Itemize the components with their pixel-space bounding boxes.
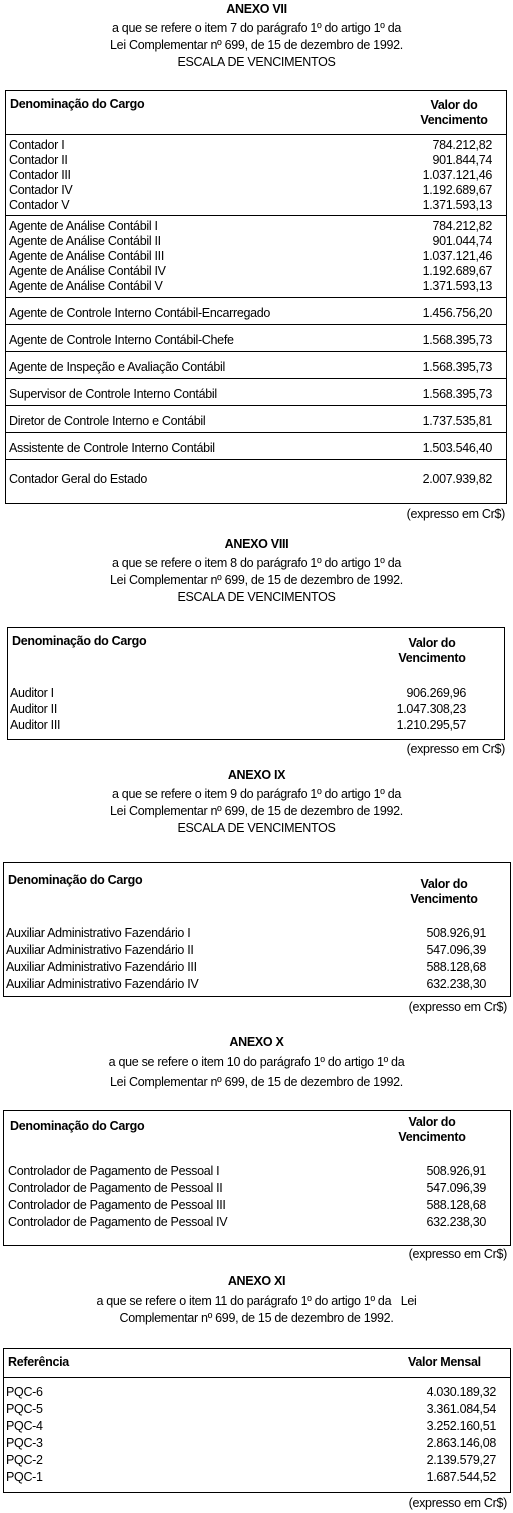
anexo-viii-section: [0, 537, 513, 605]
column-header-valor-line1: Valor do: [408, 636, 456, 650]
cargo-value: 2.139.579,27: [426, 1453, 496, 1467]
cargo-name: Auxiliar Administrativo Fazendário III: [6, 960, 197, 974]
table-row: [4, 1214, 510, 1231]
anexo-ix-line2: Lei Complementar nº 699, de 15 de dezembro de 1992.: [110, 804, 403, 818]
table-row: [6, 198, 506, 213]
anexo-viii-note: (expresso em Cr$): [406, 742, 505, 756]
cargo-value: 1.371.593,13: [422, 198, 492, 212]
cargo-name: Supervisor de Controle Interno Contábil: [9, 387, 217, 401]
table-row: [6, 138, 506, 153]
cargo-value: 588.128,68: [426, 960, 486, 974]
table-row: [6, 387, 506, 402]
column-header-referencia: Referência: [8, 1355, 69, 1369]
anexo-x-table: [3, 1110, 511, 1246]
table-row: [4, 976, 510, 993]
cargo-name: Auxiliar Administrativo Fazendário II: [6, 943, 194, 957]
column-header-valor-line1: Valor do: [430, 98, 478, 112]
cargo-name: Auditor I: [10, 686, 54, 700]
column-header-valor: [382, 636, 482, 666]
cargo-value: 1.568.395,73: [422, 333, 492, 347]
cargo-name: Agente de Análise Contábil III: [9, 249, 165, 263]
cargo-value: 1.737.535,81: [422, 414, 492, 428]
cargo-value: 547.096,39: [426, 1181, 486, 1195]
table-row: [4, 1452, 510, 1469]
anexo-vii-title: ANEXO VII: [226, 2, 287, 16]
anexo-vii-table: [5, 90, 507, 504]
cargo-value: 3.361.084,54: [426, 1402, 496, 1416]
cargo-name: Assistente de Controle Interno Contábil: [9, 441, 215, 455]
cargo-name: PQC-6: [6, 1385, 43, 1399]
row-group: [6, 460, 506, 490]
cargo-name: Contador III: [9, 168, 71, 182]
cargo-name: Diretor de Controle Interno e Contábil: [9, 414, 206, 428]
cargo-value: 1.192.689,67: [422, 264, 492, 278]
table-row: [6, 183, 506, 198]
table-row: [6, 264, 506, 279]
cargo-value: 2.863.146,08: [426, 1436, 496, 1450]
table-row: [6, 306, 506, 321]
cargo-value: 1.456.756,20: [422, 306, 492, 320]
cargo-name: PQC-2: [6, 1453, 43, 1467]
cargo-name: Agente de Análise Contábil I: [9, 219, 158, 233]
table-row: [6, 219, 506, 234]
table-row: [6, 472, 506, 487]
table-row: [8, 701, 504, 717]
table-row: [6, 234, 506, 249]
anexo-xi-table-body: [4, 1384, 510, 1486]
column-header-cargo: Denominação do Cargo: [10, 1119, 145, 1133]
anexo-ix-section: [0, 768, 513, 836]
cargo-name: Controlador de Pagamento de Pessoal III: [8, 1198, 226, 1212]
cargo-value: 901.044,74: [432, 234, 492, 248]
anexo-vii-table-body: [6, 135, 506, 490]
anexo-viii-table-header: [8, 628, 504, 676]
cargo-name: Controlador de Pagamento de Pessoal II: [8, 1181, 223, 1195]
anexo-ix-table-body: [4, 925, 510, 993]
column-header-cargo: Denominação do Cargo: [10, 97, 145, 111]
row-group: [6, 216, 506, 298]
cargo-name: Auditor II: [10, 702, 58, 716]
anexo-x-header: [0, 1035, 513, 1090]
row-group: [6, 379, 506, 406]
cargo-name: PQC-1: [6, 1470, 43, 1484]
cargo-name: Agente de Análise Contábil V: [9, 279, 163, 293]
cargo-name: Auxiliar Administrativo Fazendário IV: [6, 977, 199, 991]
anexo-x-section: [0, 1035, 513, 1090]
table-row: [4, 959, 510, 976]
anexo-xi-table-header: [4, 1349, 510, 1378]
anexo-vii-section: [0, 0, 513, 70]
anexo-vii-line3: ESCALA DE VENCIMENTOS: [177, 55, 336, 69]
row-group: [6, 433, 506, 460]
cargo-name: PQC-5: [6, 1402, 43, 1416]
column-header-valor-line2: Vencimento: [420, 113, 488, 127]
cargo-value: 1.037.121,46: [422, 168, 492, 182]
cargo-value: 508.926,91: [426, 1164, 486, 1178]
anexo-x-title: ANEXO X: [229, 1035, 284, 1049]
table-row: [4, 1401, 510, 1418]
table-row: [4, 1180, 510, 1197]
anexo-viii-line2: Lei Complementar nº 699, de 15 de dezembro de 1992.: [110, 573, 403, 587]
anexo-viii-table-body: [8, 685, 504, 733]
table-row: [6, 279, 506, 294]
cargo-name: Contador II: [9, 153, 68, 167]
anexo-x-table-header: [4, 1111, 510, 1159]
anexo-xi-table: [3, 1348, 511, 1493]
cargo-name: Contador V: [9, 198, 70, 212]
cargo-value: 784.212,82: [432, 138, 492, 152]
cargo-name: Agente de Análise Contábil II: [9, 234, 161, 248]
anexo-vii-header: [0, 0, 513, 70]
anexo-ix-title: ANEXO IX: [227, 768, 286, 782]
cargo-name: Agente de Controle Interno Contábil-Chefe: [9, 333, 234, 347]
table-row: [6, 153, 506, 168]
cargo-value: 632.238,30: [426, 977, 486, 991]
cargo-name: Auditor III: [10, 718, 61, 732]
anexo-xi-line1: a que se refere o item 11 do parágrafo 1º do artigo 1º da Lei: [96, 1294, 417, 1308]
cargo-value: 1.047.308,23: [396, 702, 466, 716]
table-row: [4, 925, 510, 942]
cargo-value: 1.503.546,40: [422, 441, 492, 455]
table-row: [6, 249, 506, 264]
anexo-x-table-body: [4, 1163, 510, 1231]
anexo-ix-table: [3, 862, 511, 997]
cargo-name: PQC-4: [6, 1419, 43, 1433]
column-header-valor-line1: Valor do: [420, 877, 468, 891]
cargo-name: Agente de Controle Interno Contábil-Encarregado: [9, 306, 271, 320]
table-row: [8, 717, 504, 733]
anexo-ix-note: (expresso em Cr$): [408, 1000, 507, 1014]
column-header-valor-line1: Valor do: [408, 1115, 456, 1129]
table-row: [4, 1418, 510, 1435]
cargo-name: Contador I: [9, 138, 65, 152]
table-row: [4, 942, 510, 959]
column-header-valor-mensal: Valor Mensal: [408, 1355, 481, 1369]
anexo-viii-line1: a que se refere o item 8 do parágrafo 1º do artigo 1º da: [111, 556, 402, 570]
cargo-name: Agente de Análise Contábil IV: [9, 264, 166, 278]
anexo-ix-table-header: [4, 863, 510, 923]
cargo-value: 4.030.189,32: [426, 1385, 496, 1399]
row-group: [6, 325, 506, 352]
cargo-value: 1.568.395,73: [422, 387, 492, 401]
cargo-value: 3.252.160,51: [426, 1419, 496, 1433]
cargo-value: 1.037.121,46: [422, 249, 492, 263]
anexo-viii-title: ANEXO VIII: [224, 537, 289, 551]
column-header-valor: [404, 98, 504, 128]
anexo-xi-section: [0, 1274, 513, 1326]
cargo-value: 547.096,39: [426, 943, 486, 957]
cargo-value: 901.844,74: [432, 153, 492, 167]
anexo-vii-line1: a que se refere o item 7 do parágrafo 1º do artigo 1º da: [111, 21, 402, 35]
cargo-value: 1.192.689,67: [422, 183, 492, 197]
cargo-value: 784.212,82: [432, 219, 492, 233]
cargo-name: Contador IV: [9, 183, 73, 197]
table-row: [6, 414, 506, 429]
anexo-viii-header: [0, 537, 513, 605]
column-header-valor-line2: Vencimento: [398, 1130, 466, 1144]
anexo-vii-note: (expresso em Cr$): [406, 507, 505, 521]
table-row: [6, 333, 506, 348]
column-header-valor-line2: Vencimento: [398, 651, 466, 665]
row-group: [6, 406, 506, 433]
column-header-cargo: Denominação do Cargo: [8, 873, 143, 887]
cargo-value: 632.238,30: [426, 1215, 486, 1229]
anexo-ix-line1: a que se refere o item 9 do parágrafo 1º do artigo 1º da: [111, 787, 402, 801]
table-row: [4, 1197, 510, 1214]
anexo-ix-line3: ESCALA DE VENCIMENTOS: [177, 821, 336, 835]
table-row: [4, 1435, 510, 1452]
cargo-name: Auxiliar Administrativo Fazendário I: [6, 926, 191, 940]
cargo-value: 508.926,91: [426, 926, 486, 940]
row-group: [6, 352, 506, 379]
anexo-xi-title: ANEXO XI: [227, 1274, 286, 1288]
cargo-value: 1.210.295,57: [396, 718, 466, 732]
column-header-valor: [394, 877, 494, 907]
cargo-value: 1.687.544,52: [426, 1470, 496, 1484]
table-row: [6, 360, 506, 375]
column-header-cargo: Denominação do Cargo: [12, 634, 147, 648]
anexo-xi-note: (expresso em Cr$): [408, 1496, 507, 1510]
table-row: [4, 1163, 510, 1180]
anexo-vii-line2: Lei Complementar nº 699, de 15 de dezembro de 1992.: [110, 38, 403, 52]
anexo-xi-header: [0, 1274, 513, 1326]
anexo-x-line1: a que se refere o item 10 do parágrafo 1º do artigo 1º da: [108, 1055, 405, 1069]
cargo-name: Contador Geral do Estado: [9, 472, 148, 486]
cargo-value: 1.568.395,73: [422, 360, 492, 374]
row-group: [6, 135, 506, 216]
column-header-valor: [382, 1115, 482, 1145]
cargo-name: Controlador de Pagamento de Pessoal IV: [8, 1215, 228, 1229]
table-row: [6, 441, 506, 456]
anexo-vii-table-header: [6, 91, 506, 135]
table-row: [4, 1384, 510, 1401]
anexo-xi-line2: Complementar nº 699, de 15 de dezembro de 1992.: [119, 1311, 394, 1325]
anexo-x-note: (expresso em Cr$): [408, 1247, 507, 1261]
anexo-viii-table: [7, 627, 505, 740]
cargo-name: Controlador de Pagamento de Pessoal I: [8, 1164, 220, 1178]
cargo-value: 1.371.593,13: [422, 279, 492, 293]
anexo-viii-line3: ESCALA DE VENCIMENTOS: [177, 590, 336, 604]
cargo-value: 2.007.939,82: [422, 472, 492, 486]
row-group: [6, 298, 506, 325]
cargo-value: 906.269,96: [406, 686, 466, 700]
cargo-value: 588.128,68: [426, 1198, 486, 1212]
column-header-valor-line2: Vencimento: [410, 892, 478, 906]
anexo-x-line2: Lei Complementar nº 699, de 15 de dezembro de 1992.: [110, 1075, 403, 1089]
table-row: [4, 1469, 510, 1486]
table-row: [8, 685, 504, 701]
cargo-name: Agente de Inspeção e Avaliação Contábil: [9, 360, 226, 374]
anexo-ix-header: [0, 768, 513, 836]
cargo-name: PQC-3: [6, 1436, 43, 1450]
table-row: [6, 168, 506, 183]
